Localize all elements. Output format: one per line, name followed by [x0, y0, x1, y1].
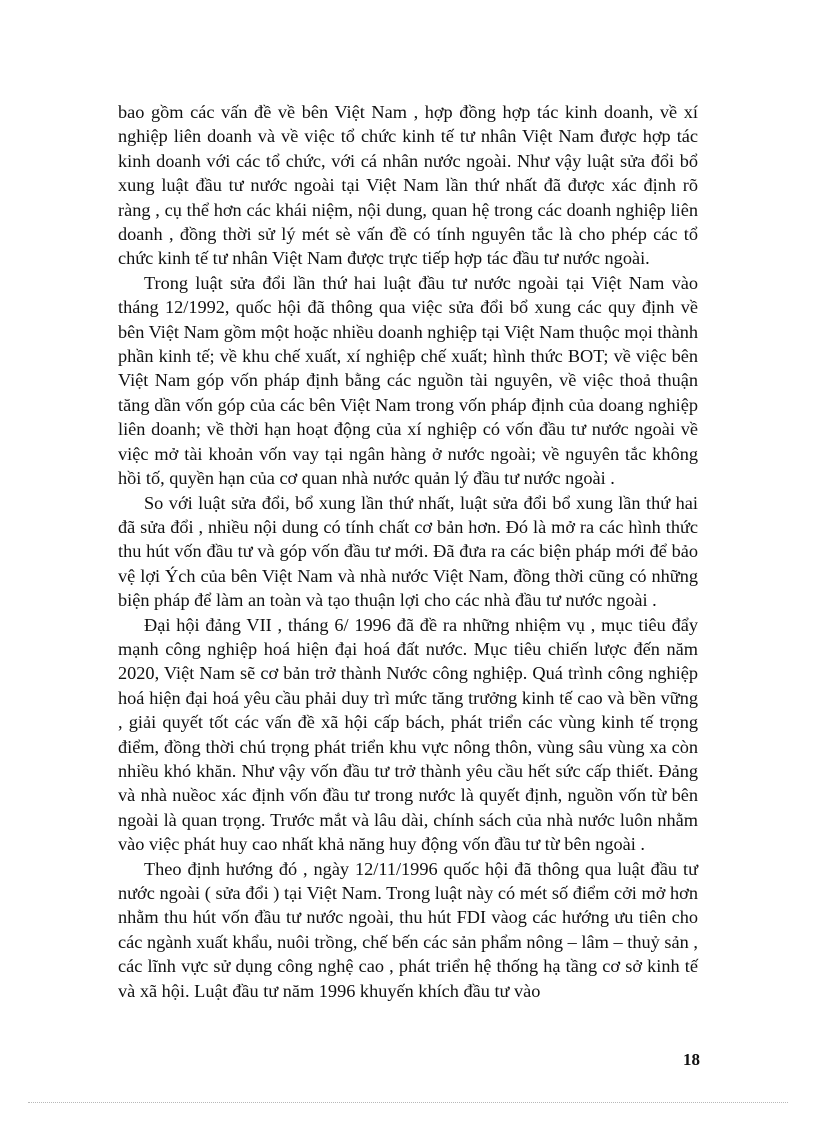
paragraph-2: Trong luật sửa đổi lần thứ hai luật đầu tư nước ngoài tại Việt Nam vào tháng 12/1992, quốc hội đã thông qua việc sửa đổi bổ xung các quy định về bên Việt Nam gồm một hoặc nhiều doanh nghiệp tại Việt Nam thuộc mọi thành phần kinh tế; về khu chế xuất, xí nghiệp chế xuất; hình thức BOT; về việc bên Việt Nam góp vốn pháp định bằng các nguồn tài nguyên, về việc thoả thuận tăng dần vốn góp của các bên Việt Nam trong vốn pháp định của doang nghiệp liên doanh; về thời hạn hoạt động của xí nghiệp có vốn đầu tư nước ngoài về việc mở tài khoản vốn vay tại ngân hàng ở nước ngoài; về nguyên tắc không hồi tố, quyền hạn của cơ quan nhà nước quản lý đầu tư nước ngoài .: [118, 272, 698, 489]
page-bottom-divider: [28, 1102, 788, 1103]
paragraph-3: So với luật sửa đổi, bổ xung lần thứ nhất, luật sửa đổi bổ xung lần thứ hai đã sửa đổi , nhiều nội dung có tính chất cơ bản hơn. Đó là mở ra các hình thức thu hút vốn đầu tư và góp vốn đầu tư mới. Đã đưa ra các biện pháp mới để bảo vệ lợi Ých của bên Việt Nam và nhà nước Việt Nam, đồng thời cũng có những biện pháp để làm an toàn và tạo thuận lợi cho các nhà đầu tư nước ngoài .: [118, 492, 698, 611]
paragraph-1: bao gồm các vấn đề về bên Việt Nam , hợp đồng hợp tác kinh doanh, về xí nghiệp liên doanh và về việc tổ chức kinh tế tư nhân Việt Nam được hợp tác kinh doanh với các tổ chức, với cá nhân nước ngoài. Như vậy luật sửa đổi bổ xung luật đầu tư nước ngoài tại Việt Nam lần thứ nhất đã được xác định rõ ràng , cụ thể hơn các khái niệm, nội dung, quan hệ trong các doanh nghiệp liên doanh , đồng thời sử lý mét sè vấn đề có tính nguyên tắc là cho phép các tổ chức kinh tế tư nhân Việt Nam được trực tiếp hợp tác đầu tư nước ngoài.: [118, 102, 698, 269]
page-number: 18: [683, 1050, 700, 1069]
page-body: [118, 100, 698, 1003]
paragraph-5: Theo định hướng đó , ngày 12/11/1996 quốc hội đã thông qua luật đầu tư nước ngoài ( sửa đổi ) tại Việt Nam. Trong luật này có mét số điểm cởi mở hơn nhằm thu hút vốn đầu tư nước ngoài, thu hút FDI vàog các hướng ưu tiên cho các ngành xuất khẩu, nuôi trồng, chế bến các sản phẩm nông – lâm – thuỷ sản , các lĩnh vực sử dụng công nghệ cao , phát triển hệ thống hạ tầng cơ sở kinh tế và xã hội. Luật đầu tư năm 1996 khuyến khích đầu tư vào: [118, 858, 698, 1001]
paragraph-4: Đại hội đảng VII , tháng 6/ 1996 đã đề ra những nhiệm vụ , mục tiêu đẩy mạnh công nghiệp hoá hiện đại hoá đất nước. Mục tiêu chiến lược đến năm 2020, Việt Nam sẽ cơ bản trở thành Nước công nghiệp. Quá trình công nghiệp hoá hiện đại hoá yêu cầu phải duy trì mức tăng trưởng kinh tế cao và bền vững , giải quyết tốt các vấn đề xã hội cấp bách, phát triển các vùng kinh tế trọng điểm, đồng thời chú trọng phát triển khu vực nông thôn, vùng sâu vùng xa còn nhiều khó khăn. Như vậy vốn đầu tư trở thành yêu cầu hết sức cấp thiết. Đảng và nhà nuềoc xác định vốn đầu tư trong nước là quyết định, nguồn vốn từ bên ngoài là quan trọng. Trước mắt và lâu dài, chính sách của nhà nước luôn nhằm vào việc phát huy cao nhất khả năng huy động vốn đầu tư từ bên ngoài .: [118, 614, 698, 855]
